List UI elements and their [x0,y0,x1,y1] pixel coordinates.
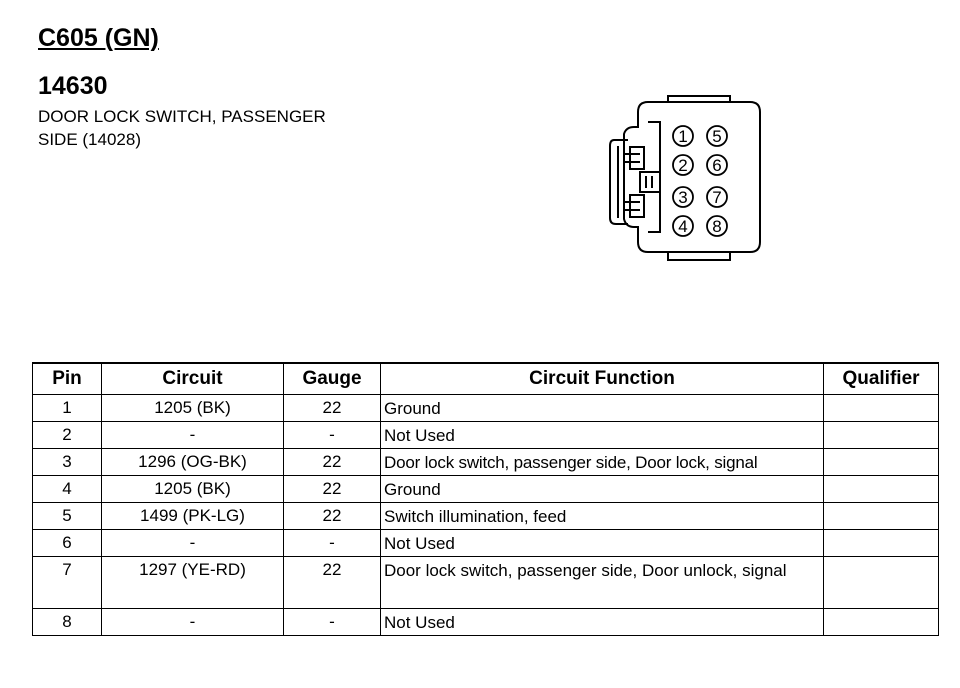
part-number: 14630 [38,72,108,100]
cell-function: Not Used [381,530,824,557]
connector-inner-wall [648,122,660,232]
cell-pin: 1 [33,395,102,422]
cell-pin: 6 [33,530,102,557]
pin-label: 3 [678,188,688,207]
table-row [33,530,939,557]
cell-qualifier [824,449,939,476]
cell-qualifier [824,530,939,557]
table-row [33,609,939,636]
table-row [33,449,939,476]
header-pin: Pin [33,363,102,395]
pin-label: 8 [712,217,722,236]
cell-qualifier [824,503,939,530]
connector-bottom-tab [668,252,730,260]
latch-center-tab [640,172,660,192]
cell-qualifier [824,476,939,503]
cell-function: Door lock switch, passenger side, Door unlock, signal [381,557,824,609]
cell-pin: 4 [33,476,102,503]
cell-gauge: 22 [284,476,381,503]
cell-gauge: - [284,422,381,449]
cell-function: Door lock switch, passenger side, Door lock, signal [381,449,824,476]
table-row [33,503,939,530]
cell-qualifier [824,422,939,449]
cell-function: Ground [381,395,824,422]
latch-block-top [630,147,644,169]
cell-gauge: 22 [284,503,381,530]
pin-label: 2 [678,156,688,175]
cell-circuit: 1499 (PK-LG) [102,503,284,530]
cell-pin: 8 [33,609,102,636]
pinout-table [32,362,939,636]
cell-circuit: - [102,609,284,636]
part-description-line: DOOR LOCK SWITCH, PASSENGER [38,107,326,126]
table-row [33,476,939,503]
header-circuit: Circuit [102,363,284,395]
cell-function: Not Used [381,609,824,636]
cell-qualifier [824,609,939,636]
cell-circuit: - [102,530,284,557]
header-qualifier: Qualifier [824,363,939,395]
cell-circuit: 1297 (YE-RD) [102,557,284,609]
latch-block-bottom [630,195,644,217]
cell-circuit: 1205 (BK) [102,476,284,503]
table-row [33,422,939,449]
cell-circuit: 1205 (BK) [102,395,284,422]
header-circuit-function: Circuit Function [381,363,824,395]
cell-gauge: 22 [284,395,381,422]
connector-id-title: C605 (GN) [38,24,159,52]
pin-label: 4 [678,217,688,236]
pin-label: 1 [678,127,688,146]
part-description [38,105,398,151]
cell-function: Not Used [381,422,824,449]
cell-pin: 5 [33,503,102,530]
cell-gauge: - [284,530,381,557]
pin-label: 5 [712,127,722,146]
cell-pin: 3 [33,449,102,476]
cell-function: Ground [381,476,824,503]
table-header-row [33,363,939,395]
cell-qualifier [824,557,939,609]
cell-gauge: - [284,609,381,636]
pin-label: 6 [712,156,722,175]
cell-gauge: 22 [284,557,381,609]
cell-circuit: - [102,422,284,449]
table-row [33,557,939,609]
cell-circuit: 1296 (OG-BK) [102,449,284,476]
cell-gauge: 22 [284,449,381,476]
connector-face-diagram [600,92,780,272]
cell-qualifier [824,395,939,422]
pin-label: 7 [712,188,722,207]
cell-pin: 2 [33,422,102,449]
part-description-line: SIDE (14028) [38,130,141,149]
table-row [33,395,939,422]
header-gauge: Gauge [284,363,381,395]
cell-function: Switch illumination, feed [381,503,824,530]
cell-pin: 7 [33,557,102,609]
